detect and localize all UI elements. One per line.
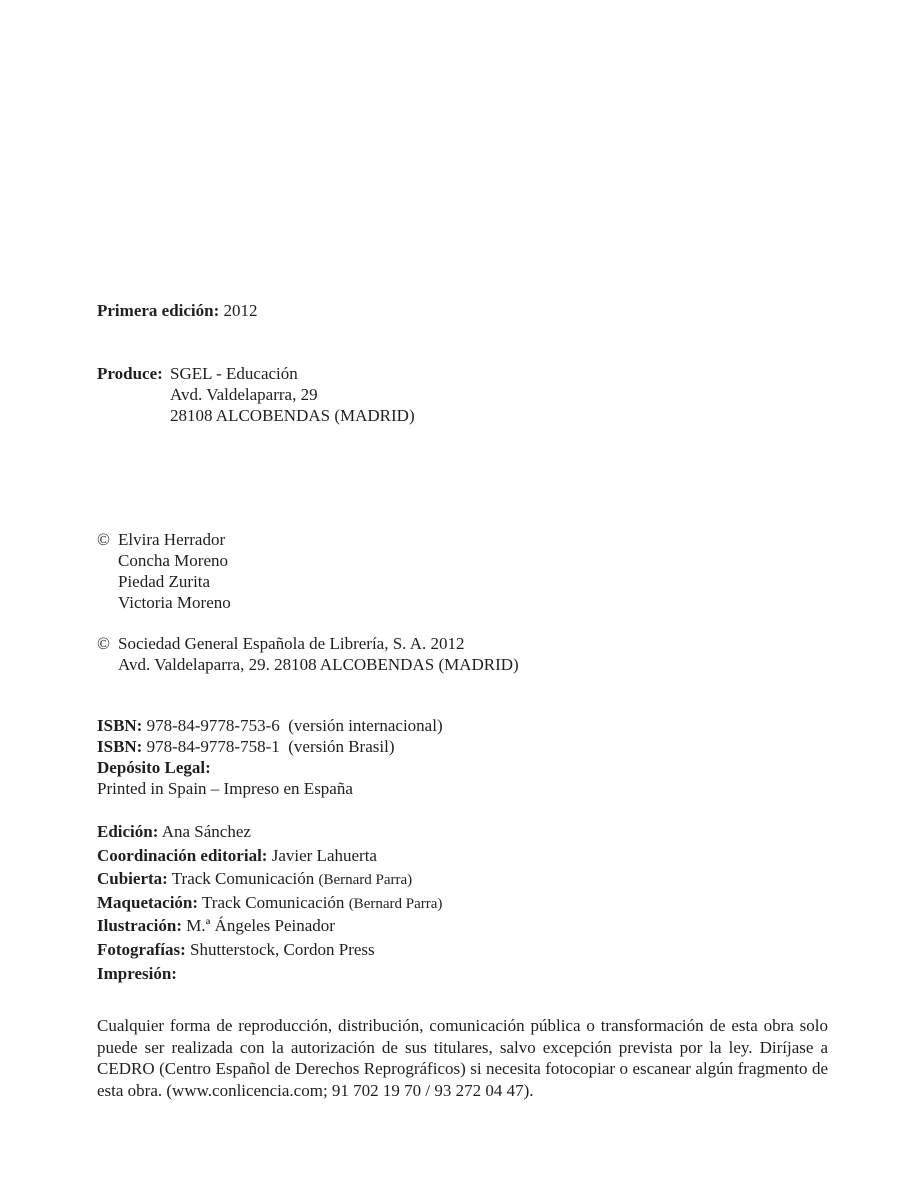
- copyright-publisher-block: [97, 633, 519, 675]
- author-line: Elvira Herrador: [118, 530, 226, 549]
- edition-line: [97, 300, 258, 321]
- author-line: Victoria Moreno: [118, 593, 231, 612]
- isbn-line: [97, 715, 443, 736]
- deposito-legal-label: Depósito Legal:: [97, 758, 211, 777]
- copyright-publisher-lines: [118, 633, 519, 675]
- isbn-label: ISBN:: [97, 737, 143, 756]
- printed-in-spain-line: [97, 778, 443, 799]
- copyright-icon: ©: [97, 634, 110, 653]
- copyright-authors-block: [97, 529, 231, 613]
- credit-line-fotografias: Fotografías: Shutterstock, Cordon Press: [97, 939, 375, 959]
- deposito-legal-line: [97, 757, 443, 778]
- isbn-line: [97, 736, 443, 757]
- isbn-block: [97, 715, 443, 799]
- publisher-line: Sociedad General Española de Librería, S. A. 2012: [118, 634, 465, 653]
- credit-line-edicion: Edición: Ana Sánchez: [97, 822, 251, 841]
- credit-line-coordinacion: Coordinación editorial: Javier Lahuerta: [97, 845, 377, 865]
- author-line: Piedad Zurita: [118, 572, 211, 591]
- produce-line: SGEL - Educación: [170, 364, 298, 383]
- isbn-label: ISBN:: [97, 716, 143, 735]
- edition-label: Primera edición:: [97, 301, 220, 320]
- credit-line-cubierta: Cubierta: Track Comunicación (Bernard Parra): [97, 869, 413, 889]
- produce-line: 28108 ALCOBENDAS (MADRID): [170, 406, 415, 425]
- credit-line-maquetacion: Maquetación: Track Comunicación (Bernard Parra): [97, 892, 443, 912]
- edition-value: 2012: [223, 301, 258, 320]
- copyright-icon: ©: [97, 530, 110, 549]
- legal-paragraph: Cualquier forma de reproducción, distribución, comunicación pública o transformación de esta obra solo puede ser realizada con la autorización de sus titulares, salvo excepción prevista por la ley. Diríjase a CEDRO (Centro Español de Derechos Reprográficos) si necesita fotocopiar o escanear algún fragmento de esta obra. (www.conlicencia.com; 91 702 19 70 / 93 272 04 47).: [97, 1016, 828, 1100]
- produce-lines: [170, 363, 415, 426]
- produce-block: [97, 363, 415, 426]
- publisher-line: Avd. Valdelaparra, 29. 28108 ALCOBENDAS (MADRID): [118, 655, 519, 674]
- produce-label: Produce:: [97, 364, 163, 383]
- credit-line-ilustracion: Ilustración: M.ª Ángeles Peinador: [97, 916, 335, 936]
- isbn-value: 978-84-9778-753-6 (versión internacional): [142, 716, 443, 735]
- copyright-author-lines: [118, 529, 231, 613]
- isbn-value: 978-84-9778-758-1 (versión Brasil): [142, 737, 395, 756]
- credits-block: [97, 821, 442, 986]
- printed-in-spain-value: Printed in Spain – Impreso en España: [97, 779, 353, 798]
- produce-line: Avd. Valdelaparra, 29: [170, 385, 318, 404]
- author-line: Concha Moreno: [118, 551, 229, 570]
- credit-line-impresion: Impresión:: [97, 963, 177, 983]
